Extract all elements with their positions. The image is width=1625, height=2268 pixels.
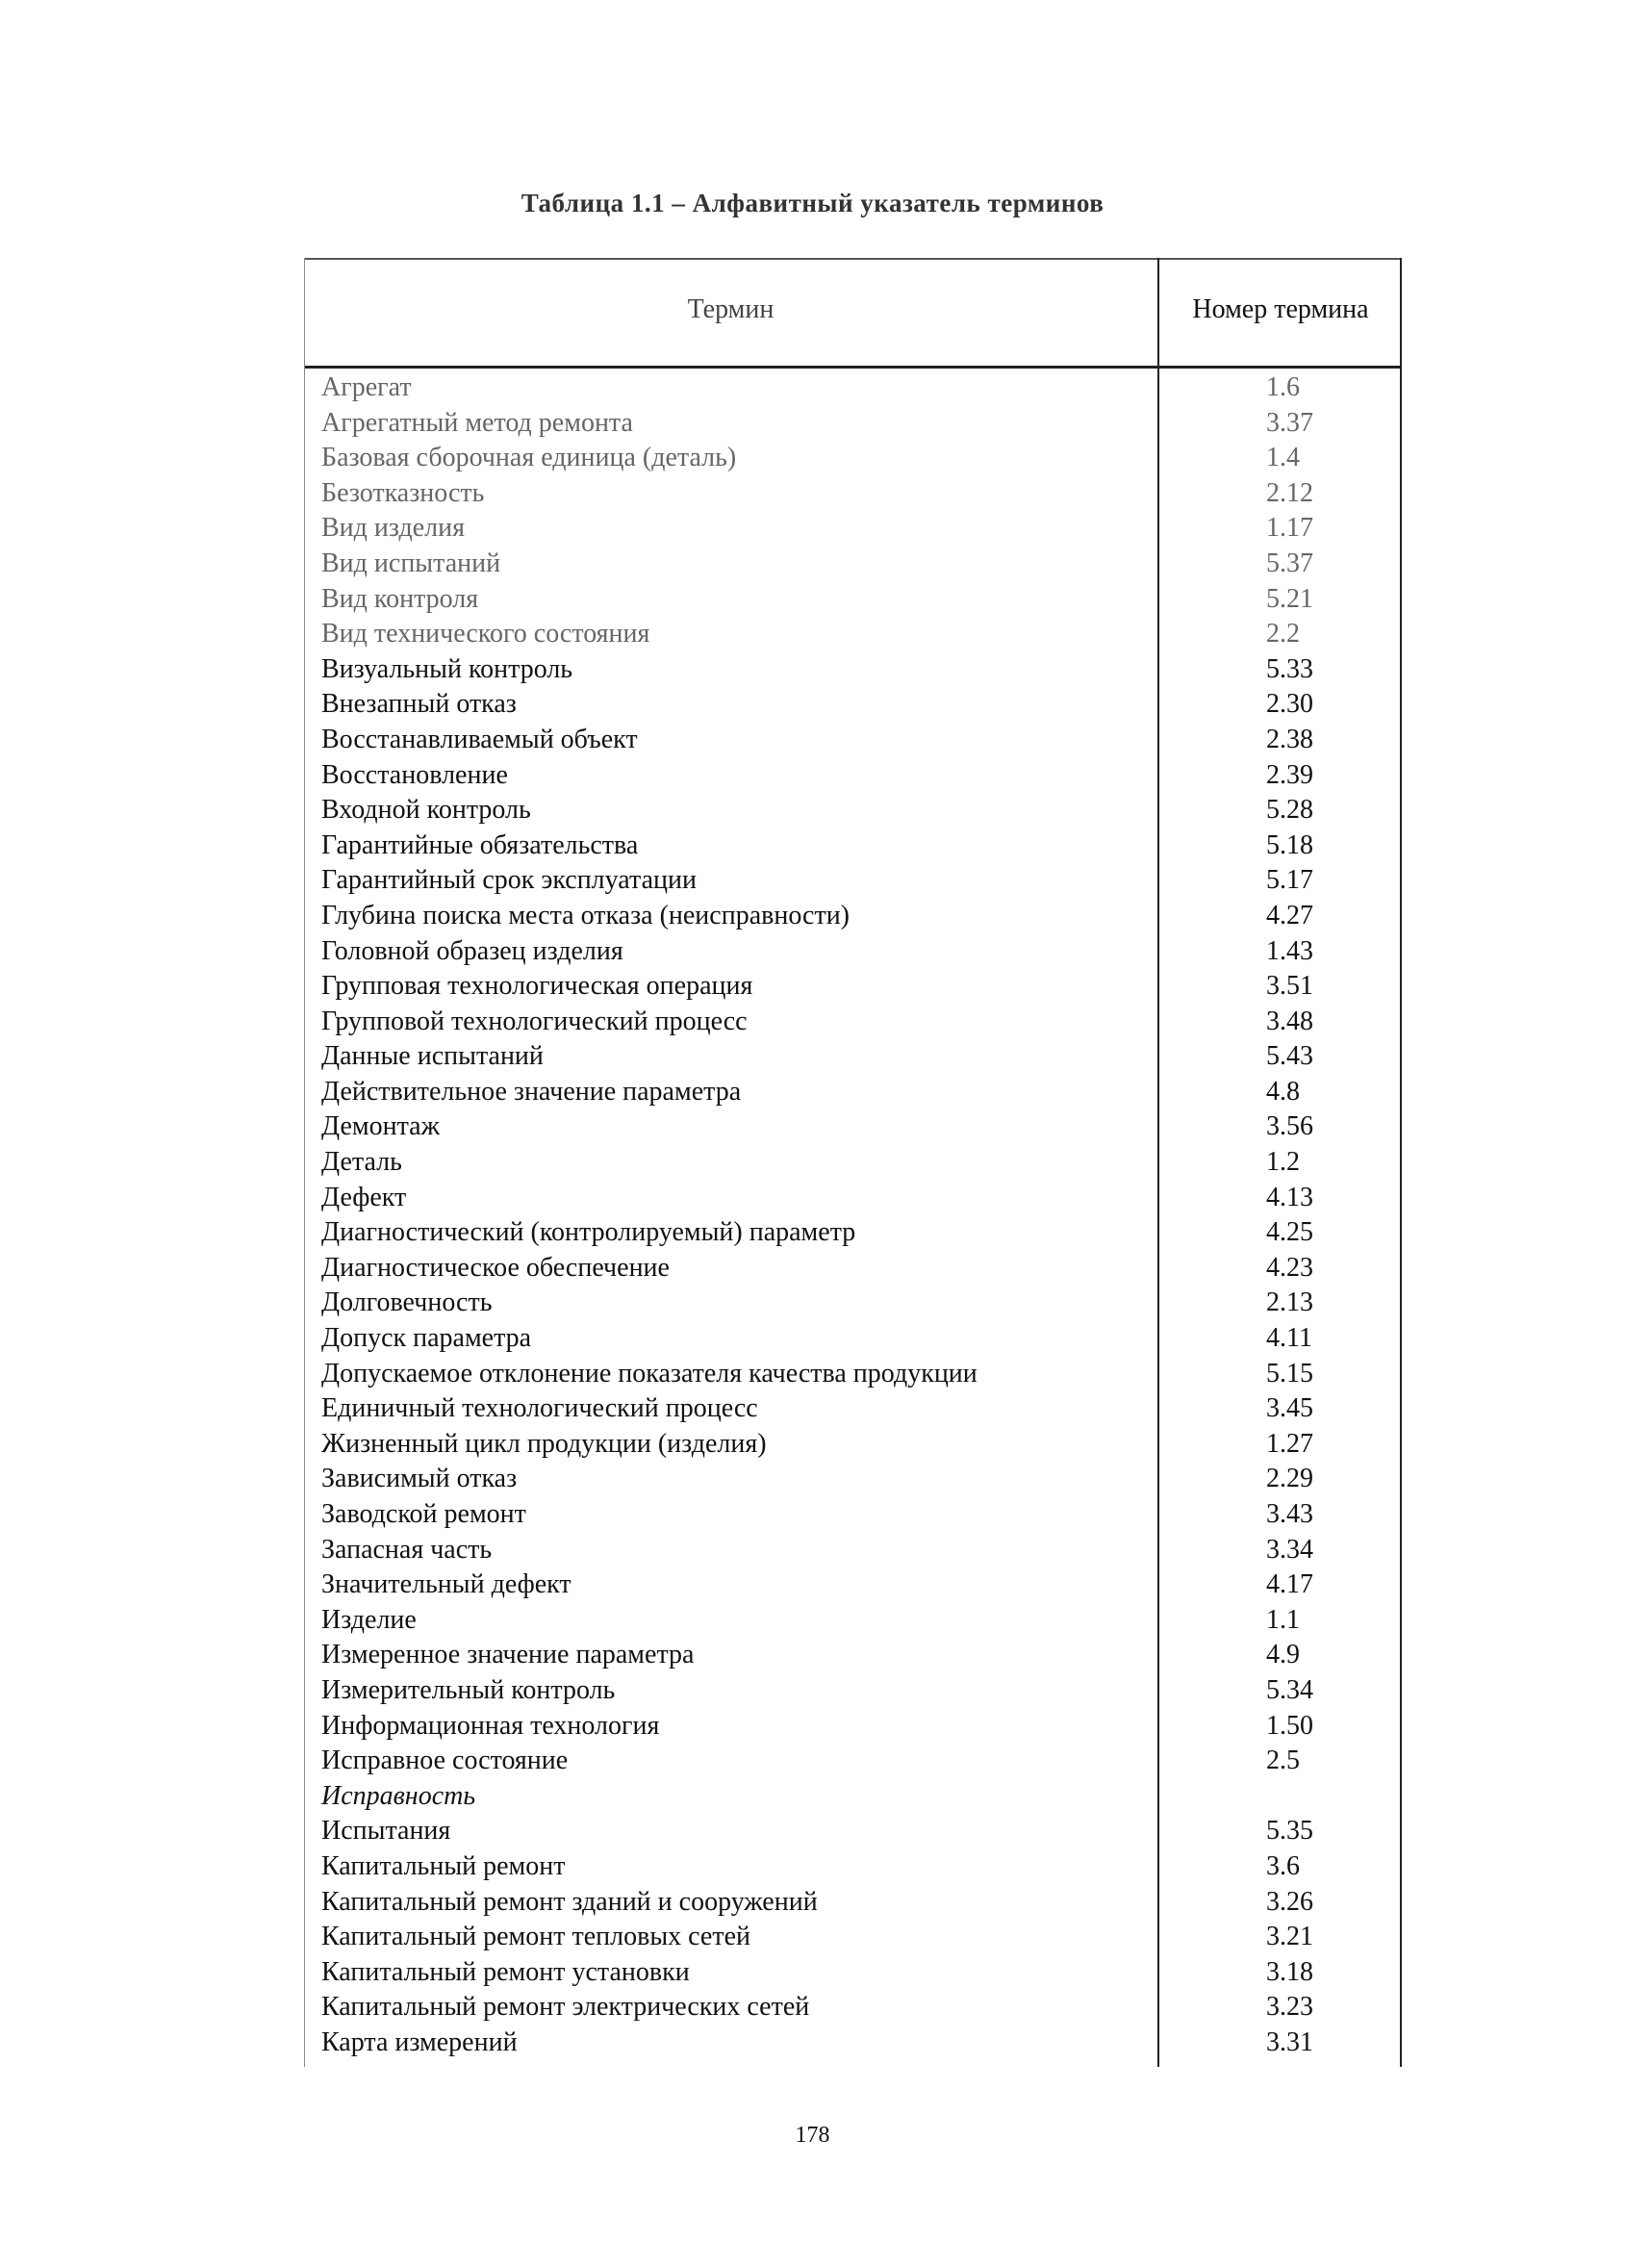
table-row <box>304 687 1402 723</box>
table-row <box>304 1427 1402 1463</box>
table-row <box>304 969 1402 1005</box>
term-cell: Жизненный цикл продукции (изделия) <box>321 1428 767 1459</box>
term-cell: Входной контроль <box>321 795 531 826</box>
term-number-cell: 2.13 <box>1266 1287 1313 1318</box>
term-cell: Информационная технология <box>321 1710 660 1741</box>
term-number-cell: 4.8 <box>1266 1076 1300 1107</box>
table-row <box>304 1744 1402 1779</box>
term-number-cell: 4.27 <box>1266 900 1313 930</box>
term-number-cell: 3.43 <box>1266 1499 1313 1529</box>
table-row <box>304 1462 1402 1497</box>
term-number-cell: 5.21 <box>1266 583 1313 614</box>
table-row <box>304 1533 1402 1568</box>
table-row <box>304 1215 1402 1251</box>
term-number-cell: 2.38 <box>1266 724 1313 754</box>
table-row <box>304 793 1402 828</box>
term-number-cell: 1.1 <box>1266 1604 1300 1635</box>
term-number-cell: 2.2 <box>1266 619 1300 650</box>
term-number-cell: 2.12 <box>1266 477 1313 508</box>
term-cell: Испытания <box>321 1816 451 1847</box>
term-number-cell: 3.34 <box>1266 1534 1313 1565</box>
term-cell: Деталь <box>321 1147 402 1178</box>
term-number-cell: 3.6 <box>1266 1850 1300 1881</box>
table-row <box>304 2026 1402 2061</box>
term-number-cell: 3.45 <box>1266 1393 1313 1424</box>
table-row <box>304 1603 1402 1639</box>
table-row <box>304 1814 1402 1849</box>
term-cell: Допускаемое отклонение показателя качества продукции <box>321 1358 978 1389</box>
term-cell: Визуальный контроль <box>321 653 573 684</box>
table-row <box>304 1145 1402 1181</box>
term-cell: Значительный дефект <box>321 1569 571 1600</box>
term-number-cell: 3.26 <box>1266 1886 1313 1917</box>
term-cell: Данные испытаний <box>321 1041 544 1072</box>
table-row <box>304 934 1402 970</box>
term-number-cell: 2.5 <box>1266 1746 1300 1776</box>
term-number-cell: 3.31 <box>1266 2026 1313 2057</box>
table-row <box>304 582 1402 618</box>
term-cell: Восстанавливаемый объект <box>321 724 638 754</box>
table-row <box>304 1075 1402 1110</box>
term-number-cell: 5.28 <box>1266 795 1313 826</box>
table-row <box>304 758 1402 794</box>
term-cell: Исправность <box>321 1780 476 1811</box>
term-cell: Запасная часть <box>321 1534 493 1565</box>
term-number-cell: 4.9 <box>1266 1640 1300 1670</box>
term-cell: Агрегат <box>321 372 412 402</box>
term-cell: Внезапный отказ <box>321 689 517 720</box>
term-cell: Групповая технологическая операция <box>321 971 753 1002</box>
term-cell: Демонтаж <box>321 1111 440 1142</box>
term-cell: Безотказность <box>321 477 485 508</box>
table-row <box>304 1638 1402 1673</box>
term-number-cell: 5.17 <box>1266 865 1313 896</box>
term-cell: Глубина поиска места отказа (неисправности) <box>321 900 851 930</box>
table-row <box>304 828 1402 864</box>
term-cell: Гарантийные обязательства <box>321 829 639 860</box>
header-term: Термин <box>687 294 774 324</box>
term-cell: Вид изделия <box>321 513 465 544</box>
term-number-cell: 5.43 <box>1266 1041 1313 1072</box>
term-cell: Зависимый отказ <box>321 1464 518 1494</box>
term-number-cell: 1.6 <box>1266 372 1300 402</box>
header-number: Номер термина <box>1192 294 1369 324</box>
term-number-cell: 1.27 <box>1266 1428 1313 1459</box>
term-number-cell: 5.33 <box>1266 653 1313 684</box>
term-cell: Измерительный контроль <box>321 1674 616 1705</box>
term-cell: Диагностическое обеспечение <box>321 1252 670 1283</box>
term-number-cell: 4.23 <box>1266 1252 1313 1283</box>
term-cell: Дефект <box>321 1182 407 1212</box>
term-cell: Капитальный ремонт тепловых сетей <box>321 1922 750 1952</box>
table-row <box>304 406 1402 442</box>
table-row <box>304 899 1402 934</box>
table-row <box>304 723 1402 758</box>
table-row <box>304 1885 1402 1921</box>
term-number-cell: 3.37 <box>1266 407 1313 438</box>
term-cell: Агрегатный метод ремонта <box>321 407 633 438</box>
table-row <box>304 1849 1402 1885</box>
term-number-cell: 2.39 <box>1266 759 1313 790</box>
term-number-cell: 5.34 <box>1266 1674 1313 1705</box>
table-row <box>304 1955 1402 1991</box>
table-row <box>304 1497 1402 1533</box>
term-number-cell: 3.48 <box>1266 1006 1313 1036</box>
term-number-cell: 5.37 <box>1266 548 1313 578</box>
term-cell: Гарантийный срок эксплуатации <box>321 865 697 896</box>
table-row <box>304 617 1402 652</box>
term-number-cell: 1.4 <box>1266 443 1300 473</box>
term-number-cell: 4.11 <box>1266 1323 1312 1354</box>
term-cell: Капитальный ремонт установки <box>321 1956 690 1987</box>
term-cell: Карта измерений <box>321 2026 518 2057</box>
term-cell: Изделие <box>321 1604 417 1635</box>
table-title: Таблица 1.1 – Алфавитный указатель терминов <box>521 189 1104 217</box>
term-number-cell: 2.30 <box>1266 689 1313 720</box>
table-row <box>304 511 1402 547</box>
term-cell: Капитальный ремонт электрических сетей <box>321 1992 810 2023</box>
term-number-cell: 1.17 <box>1266 513 1313 544</box>
table-row <box>304 1567 1402 1603</box>
term-cell: Головной образец изделия <box>321 935 623 966</box>
table-row <box>304 652 1402 688</box>
term-number-cell: 1.2 <box>1266 1147 1300 1178</box>
term-number-cell: 4.25 <box>1266 1217 1313 1248</box>
table-row <box>304 1709 1402 1745</box>
term-cell: Измеренное значение параметра <box>321 1640 695 1670</box>
table-row <box>304 1779 1402 1815</box>
table-top-border <box>304 258 1402 260</box>
table-row <box>304 1286 1402 1321</box>
term-cell: Капитальный ремонт зданий и сооружений <box>321 1886 818 1917</box>
term-cell: Заводской ремонт <box>321 1499 526 1529</box>
term-number-cell: 4.17 <box>1266 1569 1313 1600</box>
term-cell: Действительное значение параметра <box>321 1076 742 1107</box>
table-row <box>304 1039 1402 1075</box>
table-row <box>304 476 1402 512</box>
table-row <box>304 1391 1402 1427</box>
term-cell: Вид технического состояния <box>321 619 650 650</box>
term-cell: Допуск параметра <box>321 1323 532 1354</box>
table-row <box>304 1920 1402 1955</box>
terms-table <box>304 258 1402 2067</box>
term-cell: Восстановление <box>321 759 508 790</box>
header-bottom-border <box>304 366 1402 369</box>
table-row <box>304 441 1402 476</box>
table-row <box>304 1673 1402 1709</box>
table-row <box>304 1357 1402 1392</box>
term-cell: Вид контроля <box>321 583 479 614</box>
table-row <box>304 1990 1402 2026</box>
term-number-cell: 1.50 <box>1266 1710 1313 1741</box>
term-cell: Капитальный ремонт <box>321 1850 566 1881</box>
term-number-cell: 4.13 <box>1266 1182 1313 1212</box>
term-cell: Групповой технологический процесс <box>321 1006 748 1036</box>
term-cell: Вид испытаний <box>321 548 501 578</box>
table-row <box>304 1321 1402 1357</box>
term-number-cell: 5.35 <box>1266 1816 1313 1847</box>
term-cell: Диагностический (контролируемый) параметр <box>321 1217 856 1248</box>
term-number-cell: 3.23 <box>1266 1992 1313 2023</box>
table-row <box>304 1005 1402 1040</box>
term-number-cell: 3.51 <box>1266 971 1313 1002</box>
term-number-cell: 3.56 <box>1266 1111 1313 1142</box>
term-cell: Единичный технологический процесс <box>321 1393 758 1424</box>
term-number-cell: 3.21 <box>1266 1922 1313 1952</box>
term-number-cell: 2.29 <box>1266 1464 1313 1494</box>
table-body <box>304 370 1402 2061</box>
term-number-cell: 5.15 <box>1266 1358 1313 1389</box>
table-row <box>304 547 1402 582</box>
table-row <box>304 370 1402 406</box>
table-row <box>304 863 1402 899</box>
term-number-cell: 5.18 <box>1266 829 1313 860</box>
table-row <box>304 1109 1402 1145</box>
term-cell: Исправное состояние <box>321 1746 569 1776</box>
term-cell: Долговечность <box>321 1287 493 1318</box>
term-number-cell: 1.43 <box>1266 935 1313 966</box>
page-number: 178 <box>795 2123 830 2148</box>
table-row <box>304 1181 1402 1216</box>
term-cell: Базовая сборочная единица (деталь) <box>321 443 737 473</box>
table-row <box>304 1251 1402 1287</box>
term-number-cell: 3.18 <box>1266 1956 1313 1987</box>
